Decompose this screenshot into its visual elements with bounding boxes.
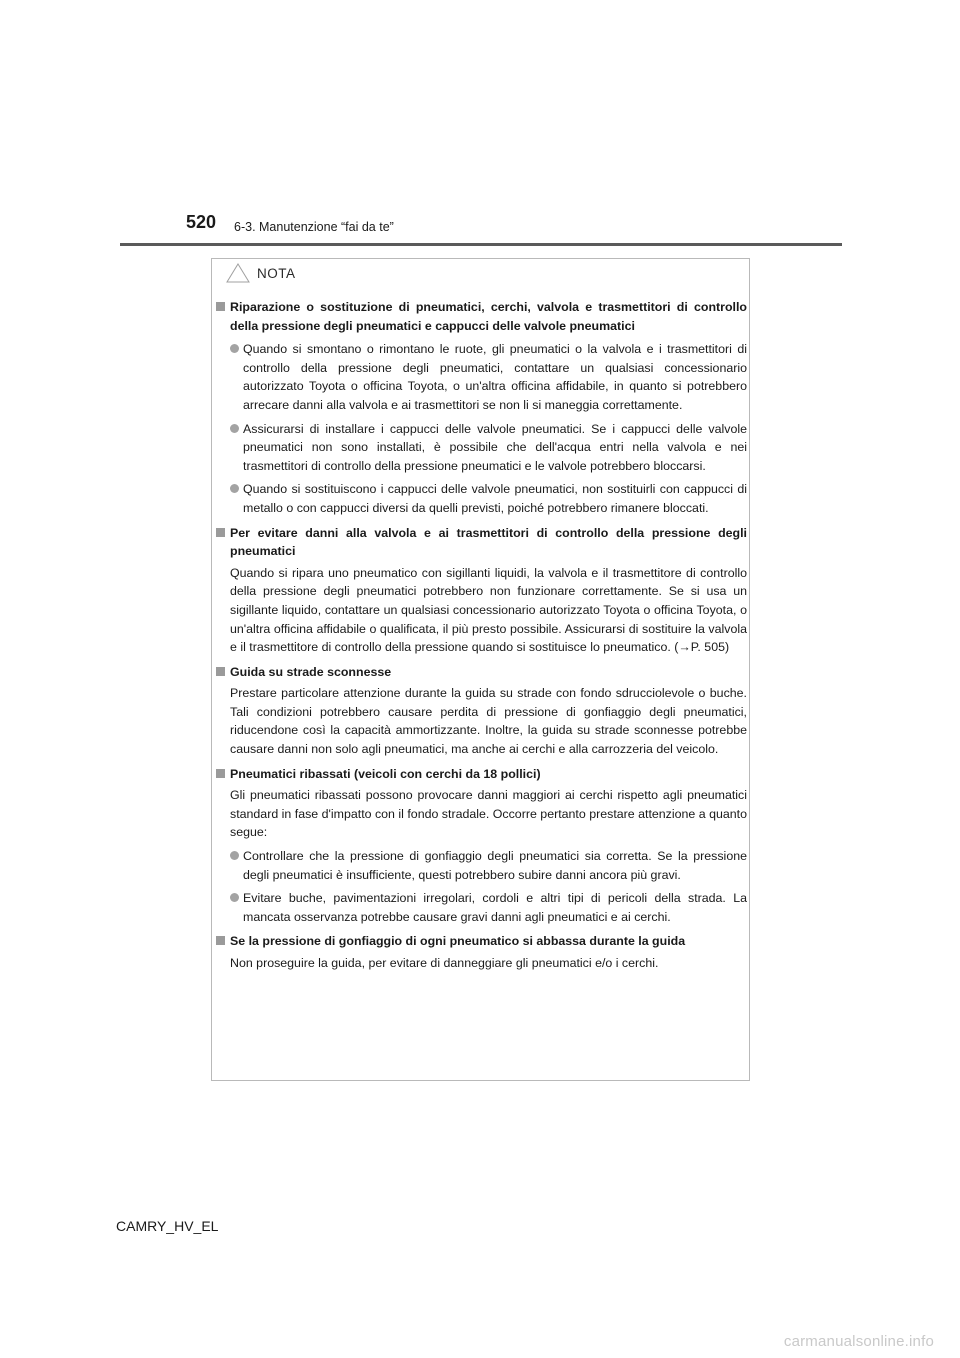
list-item-text: Assicurarsi di installare i cappucci delle valvole pneumatici. Se i cappucci delle valvole pneumatici non sono installati, è possibile che dell'acqua entri nella valvola e nei trasmettitori di controllo della pressione pneumatici e le valvole potrebbero bloccarsi. bbox=[243, 421, 747, 473]
section-heading bbox=[216, 765, 747, 784]
circle-bullet-icon bbox=[230, 424, 239, 433]
list-item bbox=[216, 420, 747, 476]
circle-bullet-icon bbox=[230, 344, 239, 353]
header-divider bbox=[120, 243, 842, 246]
section-heading-text: Pneumatici ribassati (veicoli con cerchi da 18 pollici) bbox=[230, 766, 541, 781]
note-label: NOTA bbox=[257, 265, 296, 281]
list-item-text: Quando si smontano o rimontano le ruote, gli pneumatici o la valvola e i trasmettitori di controllo della pressione degli pneumatici, contattare un qualsiasi concessionario autorizzato Toyota o officina Toyota, o un'altra officina affidabile, in quanto si potrebbero arrecare danni alla valvola e ai trasmettitori se non li si maneggia correttamente. bbox=[243, 342, 747, 412]
square-bullet-icon bbox=[216, 667, 225, 676]
note-box bbox=[211, 258, 750, 1081]
section-paragraph: Prestare particolare attenzione durante la guida su strade con fondo sdrucciolevole o buche. Tali condizioni potrebbero causare perdita di pressione di gonfiaggio degli pneumatici, riducendone così la capacità ammortizzante. Inoltre, la guida su strade sconnesse potrebbe causare danni non solo agli pneumatici, ma anche ai cerchi e alla carrozzeria del veicolo. bbox=[230, 686, 747, 757]
circle-bullet-icon bbox=[230, 851, 239, 860]
note-section bbox=[216, 663, 747, 759]
circle-bullet-icon bbox=[230, 893, 239, 902]
square-bullet-icon bbox=[216, 936, 225, 945]
section-heading-text: Per evitare danni alla valvola e ai trasmettitori di controllo della pressione degli pneumatici bbox=[230, 525, 747, 559]
section-title: 6-3. Manutenzione “fai da te” bbox=[234, 220, 394, 234]
note-section bbox=[216, 298, 747, 518]
list-item-text: Controllare che la pressione di gonfiaggio degli pneumatici sia corretta. Se la pressione degli pneumatici è insufficiente, questi potrebbero subire danni ancora più gravi. bbox=[243, 849, 747, 882]
square-bullet-icon bbox=[216, 528, 225, 537]
note-section bbox=[216, 765, 747, 927]
section-heading bbox=[216, 298, 747, 335]
section-heading bbox=[216, 932, 747, 951]
note-section bbox=[216, 524, 747, 657]
watermark: carmanualsonline.info bbox=[783, 1333, 934, 1350]
note-section bbox=[216, 932, 747, 972]
square-bullet-icon bbox=[216, 769, 225, 778]
model-code: CAMRY_HV_EL bbox=[116, 1218, 219, 1234]
list-item-text: Evitare buche, pavimentazioni irregolari, cordoli e altri tipi di pericoli della strada. La mancata osservanza potrebbe causare gravi danni agli pneumatici e ai cerchi. bbox=[243, 891, 747, 924]
section-paragraph: Gli pneumatici ribassati possono provocare danni maggiori ai cerchi rispetto agli pneumatici standard in fase d'impatto con il fondo stradale. Occorre pertanto prestare attenzione a quanto segue: bbox=[230, 788, 747, 840]
square-bullet-icon bbox=[216, 302, 225, 311]
section-heading bbox=[216, 524, 747, 561]
list-item bbox=[216, 847, 747, 884]
note-header bbox=[226, 263, 296, 283]
section-heading bbox=[216, 663, 747, 682]
page-number: 520 bbox=[186, 212, 217, 232]
warning-triangle-icon bbox=[226, 263, 250, 283]
circle-bullet-icon bbox=[230, 484, 239, 493]
section-paragraph: Non proseguire la guida, per evitare di danneggiare gli pneumatici e/o i cerchi. bbox=[230, 956, 659, 970]
list-item bbox=[216, 889, 747, 926]
note-content bbox=[216, 298, 747, 979]
section-heading-text: Guida su strade sconnesse bbox=[230, 664, 392, 679]
section-heading-text: Riparazione o sostituzione di pneumatici, cerchi, valvola e trasmettitori di controllo della pressione degli pneumatici e cappucci delle valvole pneumatici bbox=[230, 300, 747, 333]
list-item-text: Quando si sostituiscono i cappucci delle valvole pneumatici, non sostituirli con cappucci di metallo o con cappucci diversi da quelli previsti, poiché potrebbero rimanere bloccati. bbox=[243, 482, 747, 515]
section-heading-text: Se la pressione di gonfiaggio di ogni pneumatico si abbassa durante la guida bbox=[230, 934, 686, 949]
section-paragraph: Quando si ripara uno pneumatico con sigillanti liquidi, la valvola e il trasmettitore di controllo della pressione degli pneumatici potrebbero non funzionare correttamente. Se si usa un sigillante liquido, contattare un qualsiasi concessionario autorizzato Toyota o officina Toyota, o un'altra officina affidabile o qualificata, il più presto possibile. Assicurarsi di sostituire la valvola e il trasmettitore di controllo della pressione quando si sostituisce lo pneumatico. (→P. 505) bbox=[230, 565, 747, 655]
list-item bbox=[216, 480, 747, 517]
list-item bbox=[216, 340, 747, 414]
